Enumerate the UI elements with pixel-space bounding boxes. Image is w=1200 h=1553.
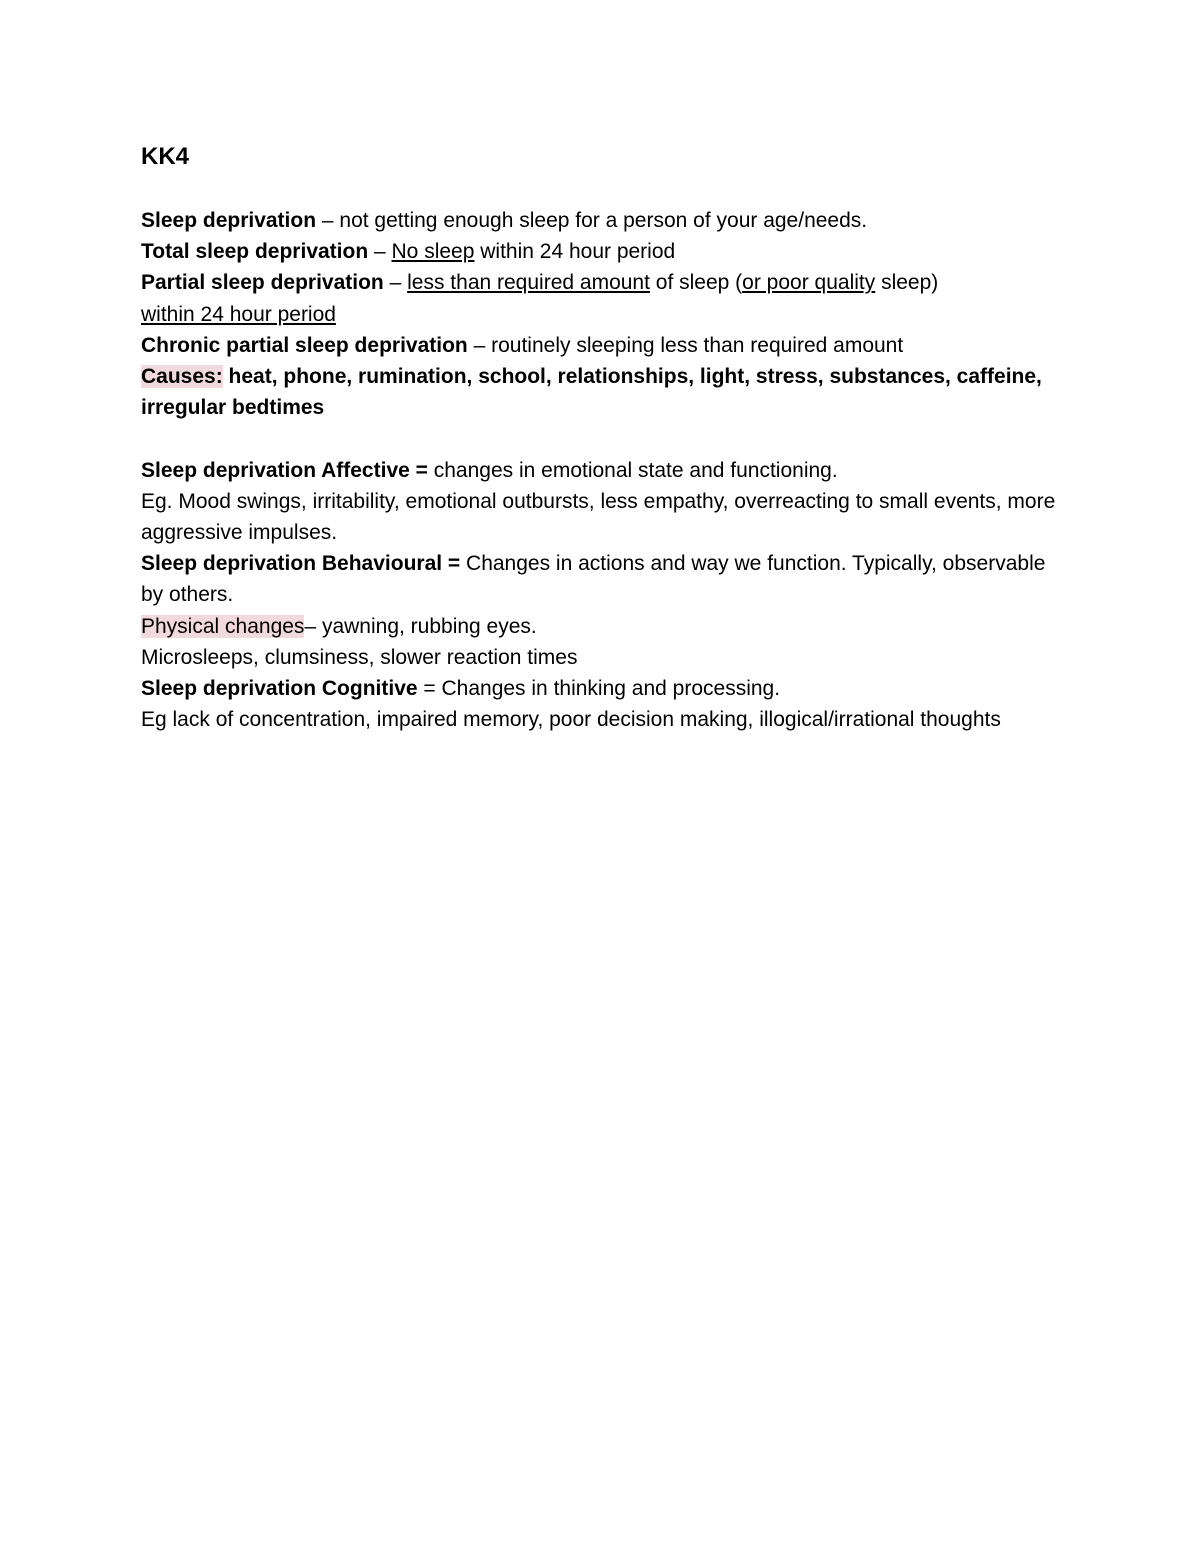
definition-chronic-partial-sleep-deprivation bbox=[141, 330, 1071, 361]
effect-term: Sleep deprivation Affective = bbox=[141, 458, 428, 482]
separator: – bbox=[383, 271, 408, 295]
effect-affective bbox=[141, 455, 1071, 486]
underlined-text: or poor quality bbox=[742, 271, 876, 295]
document-page bbox=[141, 140, 1071, 735]
term: Chronic partial sleep deprivation bbox=[141, 333, 468, 357]
definition-total-sleep-deprivation bbox=[141, 236, 1071, 267]
physical-changes-text: – yawning, rubbing eyes. bbox=[304, 614, 537, 638]
effect-affective-example: Eg. Mood swings, irritability, emotional outbursts, less empathy, overreacting to small events, more aggressive impulses. bbox=[141, 489, 1056, 545]
effect-cognitive-example: Eg lack of concentration, impaired memory, poor decision making, illogical/irrational thoughts bbox=[141, 708, 1001, 732]
effect-behavioural-example: Microsleeps, clumsiness, slower reaction times bbox=[141, 645, 578, 669]
underlined-text: within 24 hour period bbox=[141, 302, 336, 326]
definition-partial-sleep-deprivation bbox=[141, 267, 1071, 329]
effect-cognitive bbox=[141, 673, 1071, 704]
definition-text: within 24 hour period bbox=[474, 240, 676, 264]
definition-text: not getting enough sleep for a person of your age/needs. bbox=[339, 209, 868, 232]
effect-term: Sleep deprivation Cognitive bbox=[141, 677, 418, 701]
term: Partial sleep deprivation bbox=[141, 271, 384, 295]
separator: – bbox=[316, 209, 340, 232]
underlined-text: No sleep bbox=[391, 240, 475, 264]
definition-text: routinely sleeping less than required amount bbox=[491, 333, 904, 357]
causes-list: heat, phone, rumination, school, relationships, light, stress, substances, caffeine, irregular bedtimes bbox=[141, 365, 1042, 420]
term: Total sleep deprivation bbox=[141, 240, 369, 264]
separator: – bbox=[368, 240, 392, 264]
physical-changes-line bbox=[141, 611, 1071, 642]
separator: – bbox=[467, 333, 492, 357]
effect-term: Sleep deprivation Behavioural = bbox=[141, 552, 461, 576]
spacer bbox=[141, 423, 1071, 454]
effect-text: Changes in actions and way we function. Typically, observable by others. bbox=[141, 552, 1046, 607]
effect-text: changes in emotional state and functioning. bbox=[427, 458, 838, 482]
definition-text: sleep) bbox=[875, 271, 939, 295]
causes-line bbox=[141, 361, 1071, 423]
physical-changes-label: Physical changes bbox=[141, 614, 305, 638]
effect-behavioural bbox=[141, 548, 1071, 610]
document-title: KK4 bbox=[141, 143, 190, 170]
term: Sleep deprivation bbox=[141, 209, 317, 232]
causes-label: Causes: bbox=[141, 365, 223, 389]
effect-text: = Changes in thinking and processing. bbox=[417, 677, 781, 701]
definition-sleep-deprivation bbox=[141, 205, 1071, 236]
definition-text: of sleep ( bbox=[649, 271, 743, 295]
underlined-text: less than required amount bbox=[407, 271, 650, 295]
